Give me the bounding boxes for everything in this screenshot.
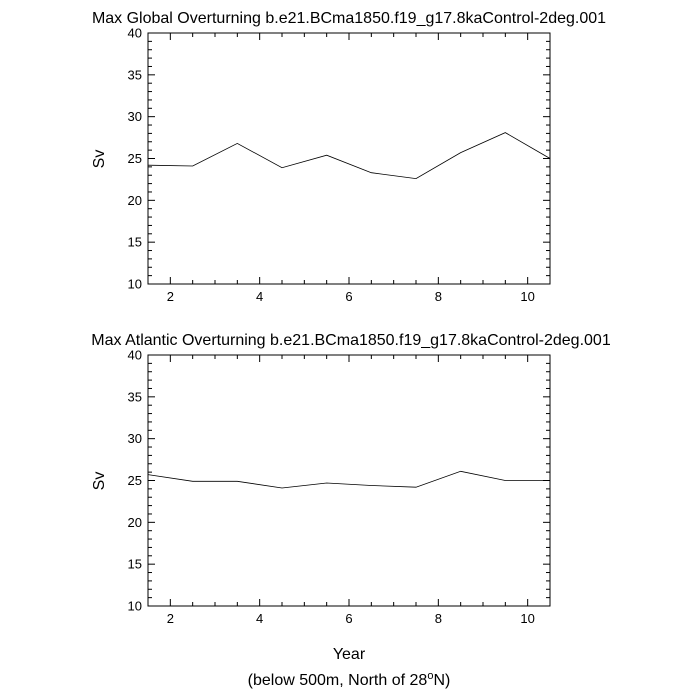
atlantic-y-tick-label: 25 <box>127 473 142 488</box>
global-x-tick-label: 6 <box>345 289 353 304</box>
atlantic-x-tick-label: 2 <box>166 611 174 626</box>
global-chart-title: Max Global Overturning b.e21.BCma1850.f19_g17.8kaControl-2deg.001 <box>91 10 607 27</box>
global-y-tick-label: 15 <box>127 234 142 250</box>
footnote-suffix: N) <box>433 672 451 689</box>
atlantic-y-tick-label: 20 <box>127 514 142 530</box>
atlantic-x-tick-label: 8 <box>434 611 442 626</box>
global-y-tick-label: 40 <box>127 25 142 41</box>
global-overturning-panel <box>91 10 606 304</box>
global-series-line <box>148 133 550 179</box>
atlantic-x-tick-label: 6 <box>345 611 353 626</box>
global-y-tick-label: 35 <box>127 67 142 83</box>
global-y-tick-label: 25 <box>127 151 142 166</box>
global-x-tick-label: 8 <box>434 289 442 304</box>
footnote-degree-superscript: o <box>427 670 434 682</box>
global-y-axis-label: Sv <box>91 149 108 169</box>
global-y-tick-label: 30 <box>127 109 142 125</box>
atlantic-overturning-panel <box>91 332 611 663</box>
atlantic-y-tick-label: 10 <box>127 598 142 614</box>
atlantic-x-tick-label: 10 <box>520 611 535 626</box>
atlantic-plot-frame <box>148 355 550 606</box>
atlantic-series-line <box>148 471 550 488</box>
global-data-series <box>148 133 550 179</box>
atlantic-x-axis-label: Year <box>332 646 366 663</box>
atlantic-y-tick-label: 30 <box>127 431 142 447</box>
global-y-tick-label: 20 <box>127 192 142 208</box>
atlantic-chart-title: Max Atlantic Overturning b.e21.BCma1850.f19_g17.8kaControl-2deg.001 <box>91 332 611 349</box>
global-x-tick-label: 4 <box>256 289 264 304</box>
atlantic-y-tick-label: 15 <box>127 556 142 572</box>
atlantic-y-tick-label: 35 <box>127 389 142 405</box>
atlantic-x-tick-label: 4 <box>256 611 264 626</box>
footnote-prefix: (below 500m, North of 28 <box>247 672 428 689</box>
global-x-tick-label: 10 <box>520 289 535 304</box>
atlantic-y-axis-label: Sv <box>91 471 108 491</box>
atlantic-data-series <box>148 471 550 488</box>
footnote <box>248 670 451 689</box>
global-y-tick-label: 10 <box>127 276 142 292</box>
atlantic-y-tick-label: 40 <box>127 347 142 363</box>
global-x-tick-label: 2 <box>166 289 174 304</box>
atlantic-axis-ticks <box>128 348 550 627</box>
global-axis-ticks <box>128 26 550 305</box>
